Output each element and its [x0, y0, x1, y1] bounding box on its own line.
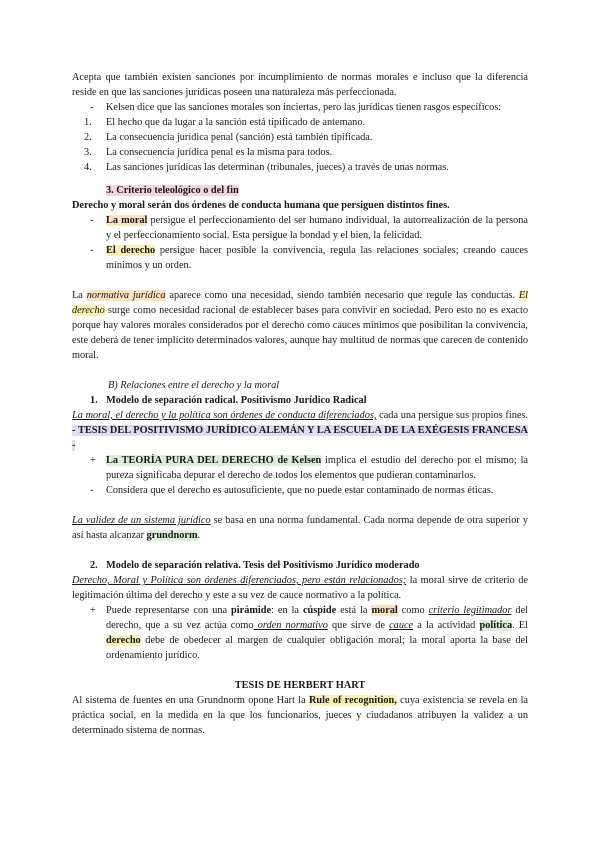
- text: Puede representarse con una: [106, 605, 232, 616]
- list-item-kelsen: [72, 100, 528, 115]
- text: debe de obedecer al margen de cualquier obligación moral; la moral aporta la base del ordenamiento jurídico.: [106, 635, 528, 661]
- text: del derecho, que a su vez actúa como: [106, 605, 529, 631]
- text: .: [197, 530, 201, 541]
- text: a la actividad: [413, 620, 480, 631]
- section-subheading: [72, 198, 528, 213]
- marker-text: 2.: [90, 560, 98, 571]
- term-derecho: derecho: [106, 635, 141, 646]
- paragraph-hart: [72, 693, 528, 738]
- list-marker: -: [90, 215, 94, 226]
- text: está la: [336, 605, 372, 616]
- text: cuya existencia se revela en la práctica social, en la medida en la que los funcionarios, jueces y ciudadanos atribuyen la validez a un determinado sistema de normas.: [72, 695, 528, 736]
- text: que sirve de: [327, 620, 390, 631]
- section-heading-relaciones: [72, 378, 528, 393]
- term-moral: La moral: [106, 215, 148, 226]
- paragraph-model-1: [72, 408, 528, 453]
- text: aparece como una necesidad, siendo también necesario que regule las conductas.: [165, 290, 519, 301]
- heading-text: TESIS DE HERBERT HART: [234, 680, 366, 691]
- list-text: [106, 603, 528, 663]
- list-marker: -: [90, 245, 94, 256]
- section-heading-criterio: [72, 183, 528, 198]
- list-text: [106, 243, 528, 273]
- text: : en la: [271, 605, 303, 616]
- text: La: [72, 290, 87, 301]
- term-politica: política: [479, 620, 513, 631]
- model-2-heading: [72, 558, 528, 573]
- underlined-text: Derecho, Moral y Política son órdenes diferenciados, pero están relacionados;: [72, 575, 407, 586]
- list-text: El hecho que da lugar a la sanción está tipificado de antemano.: [106, 117, 366, 128]
- list-marker: 4.: [84, 162, 92, 173]
- highlight-normativa: normativa jurídica: [86, 290, 166, 301]
- heading-text: 3. Criterio teleológico o del fin: [106, 185, 239, 196]
- list-text: La consecuencia jurídica penal (sanción) está también tipificada.: [106, 132, 373, 143]
- list-marker: [72, 393, 106, 408]
- list-item-piramide: [72, 603, 528, 663]
- text: surge como necesidad racional de establecer bases para convivir en sociedad. Pero esto no es exacto porque hay valores morales considerados por el derecho como cauces mínimos que posibilitan la convivencia, este deberá de tener implícito determinados valores, aunque hay multitud de normas que carecen de contenido moral.: [72, 305, 528, 361]
- term-rule-of-recognition: Rule of recognition,: [308, 695, 397, 706]
- term-criterio-legitimador: criterio legitimador: [428, 605, 512, 616]
- heading-text: [106, 558, 528, 573]
- term-moral: moral: [371, 605, 398, 616]
- heading-text: [106, 393, 528, 408]
- list-marker: 1.: [84, 117, 92, 128]
- paragraph-normativa: [72, 288, 528, 363]
- highlight-derecho: El derecho: [72, 290, 528, 316]
- heading-bold: Modelo de separación relativa. Tesis del Positivismo Jurídico moderado: [106, 560, 420, 571]
- heading-bold: Modelo de separación radical. Positivismo Jurídico Radical: [106, 395, 367, 406]
- list-text: Kelsen dice que las sanciones morales son inciertas, pero las jurídicas tienen rasgos específicos:: [106, 102, 502, 113]
- paragraph-sanctions: Acepta que también existen sanciones por incumplimiento de normas morales e incluso que la diferencia reside en que las sanciones jurídicas poseen una naturaleza más perfeccionada.: [72, 72, 528, 98]
- text: . El: [512, 620, 528, 631]
- list-item-moral: [72, 213, 528, 243]
- term-derecho: El derecho: [106, 245, 156, 256]
- heading-text: B) Relaciones entre el derecho y la moral: [108, 380, 280, 391]
- underlined-text: La moral, el derecho y la política son órdenes de conducta diferenciados,: [72, 410, 377, 421]
- list-text: Considera que el derecho es autosuficiente, que no puede estar contaminado de normas éticas.: [106, 485, 494, 496]
- list-marker: -: [90, 102, 94, 113]
- list-marker: 2.: [84, 132, 92, 143]
- list-text: Las sanciones jurídicas las determinan (tribunales, jueces) a través de unas normas.: [106, 162, 449, 173]
- list-item-kelsen-teoria: [72, 453, 528, 483]
- subheading-text: Derecho y moral serán dos órdenes de conducta humana que persiguen distintos fines.: [72, 200, 450, 211]
- numbered-item-4: [72, 160, 528, 175]
- list-item-autosuficiente: [72, 483, 528, 498]
- hart-heading: [72, 678, 528, 693]
- thesis-highlight: - TESIS DEL POSITIVISMO JURÍDICO ALEMÁN Y LA ESCUELA DE LA EXÉGESIS FRANCESA -: [72, 425, 528, 451]
- numbered-item-3: [72, 145, 528, 160]
- term-teoria-pura: La TEORÍA PURA DEL DERECHO de Kelsen: [106, 455, 322, 466]
- text: implica el estudio del derecho por el mismo; la pureza significaba depurar el derecho de todos los elementos que pudieran contaminarlos.: [106, 455, 528, 481]
- text: como: [397, 605, 429, 616]
- list-item-derecho: [72, 243, 528, 273]
- term-orden-normativo: orden normativo: [253, 620, 328, 631]
- paragraph-validez: [72, 513, 528, 543]
- list-marker: +: [90, 605, 96, 616]
- list-text: La consecuencia jurídica penal es la misma para todos.: [106, 147, 333, 158]
- list-marker: 3.: [84, 147, 92, 158]
- text: persigue hacer posible la convivencia, regula las relaciones sociales; creando cauces mínimos y un orden.: [106, 245, 528, 271]
- list-marker: [72, 558, 106, 573]
- term-piramide: pirámide: [231, 605, 272, 616]
- marker-text: 1.: [90, 395, 98, 406]
- term-grundnorm: grundnorm: [146, 530, 198, 541]
- text: cada una persigue sus propios fines.: [376, 410, 529, 421]
- model-1-heading: [72, 393, 528, 408]
- numbered-item-1: [72, 115, 528, 130]
- list-text: [106, 213, 528, 243]
- numbered-item-2: [72, 130, 528, 145]
- paragraph-model-2: [72, 573, 528, 603]
- text: Al sistema de fuentes en una Grundnorm opone Hart la: [72, 695, 309, 706]
- term-cauce: cauce: [389, 620, 414, 631]
- text: la moral sirve de criterio de legitimación última del derecho y este a su vez de cauce normativo a la política.: [72, 575, 529, 601]
- term-cuspide: cúspide: [302, 605, 337, 616]
- text: persigue el perfeccionamiento del ser humano individual, la autorrealización de la persona y el perfeccionamiento social. Esta persigue la bondad y el bien, la felicidad.: [106, 215, 528, 241]
- list-marker: +: [90, 455, 96, 466]
- list-marker: -: [90, 485, 94, 496]
- text: se basa en una norma fundamental. Cada norma depende de otra superior y así hasta alcanzar: [72, 515, 528, 541]
- list-text: [106, 453, 528, 483]
- underlined-text: La validez de un sistema jurídico: [72, 515, 211, 526]
